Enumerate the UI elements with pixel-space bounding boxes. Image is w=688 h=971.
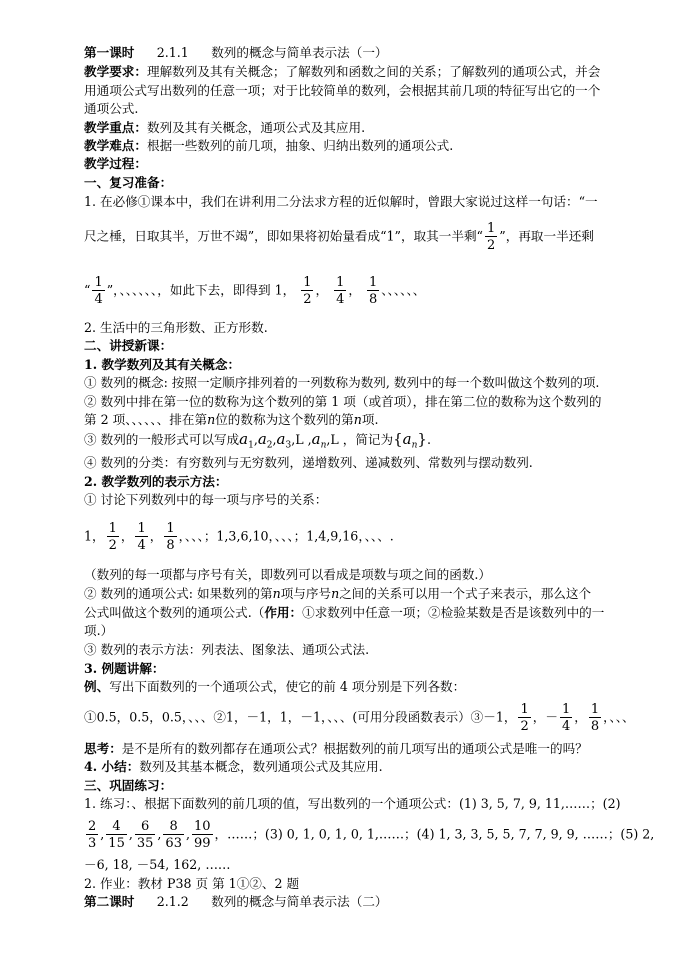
- teaching-difficulties: 教学难点：根据一些数列的前几项，抽象、归纳出数列的通项公式.: [84, 138, 454, 153]
- fraction-1-4b: $\frac{1}{4}$: [336, 275, 345, 307]
- think-question: 思考：是不是所有的数列都存在通项公式？根据数列的前几项写出的通项公式是唯一的吗？: [84, 741, 588, 756]
- review-paragraph-2: 2. 生活中的三角形数、正方形数.: [84, 320, 268, 335]
- practice-1: 1. 练习：、根据下面数列的前几项的值，写出数列的一个通项公式：(1) 3, 5, 7, 9, 11,……；(2): [84, 796, 621, 811]
- teaching-requirements: 教学要求：理解数列及其有关概念；了解数列和函数之间的关系；了解数列的通项公式，并会: [84, 64, 601, 79]
- example-sequences: ①0.5，0.5，0.5，、、、②1，－1，1，－1，、、、(可用分段函数表示）③－1， $\frac{1}{2}$ ，－ $\frac{1}{4}$ ， $\frac{1}{8}$ ，、、、: [84, 702, 635, 734]
- teaching-process-heading: 教学过程：: [84, 156, 147, 171]
- fraction-1-2b: $\frac{1}{2}$: [303, 275, 312, 307]
- concept-3: ③ 数列的一般形式可以写成$a_1,a_2,a_3,L$ $,a_n,L$ ，简记为$\{a_n\}$.: [84, 430, 431, 451]
- representation-1: ① 讨论下列数列中的每一项与序号的关系：: [84, 492, 328, 507]
- homework: 2. 作业：教材 P38 页 第 1①②、2 题: [84, 876, 300, 891]
- requirements-line3: 通项公式.: [84, 101, 139, 116]
- requirements-line2: 用通项公式写出数列的任意一项；对于比较简单的数列，会根据其前几项的特征写出它的一个: [84, 83, 601, 98]
- practice-1-fractions: $\frac{2}{3}$ , $\frac{4}{15}$ , $\frac{6}{35}$ , $\frac{8}{63}$ , $\frac{10}{99}$ ，……；(3) 0, 1, 0, 1, 0, 1,……；(4) 1, 3, 3, 5, 5, 7, 7, 9, 9, ……；(5) 2,: [88, 819, 655, 851]
- section-new-lesson-heading: 二、讲授新课：: [84, 338, 173, 353]
- representation-note: （数列的每一项都与序号有关，即数列可以看成是项数与项之间的函数.）: [84, 567, 492, 582]
- concept-2a: ② 数列中排在第一位的数称为这个数列的第 1 项（或首项），排在第二位的数称为这个数列的: [84, 394, 602, 409]
- concept-1: ① 数列的概念: 按照一定顺序排列着的一列数称为数列, 数列中的每一个数叫做这个数列的项.: [84, 375, 600, 390]
- summary: 4. 小结：数列及其基本概念，数列通项公式及其应用.: [84, 759, 383, 774]
- section-practice-heading: 三、巩固练习：: [84, 778, 173, 793]
- concepts-heading: 1. 教学数列及其有关概念：: [84, 357, 241, 372]
- example-statement: 例、写出下面数列的一个通项公式，使它的前 4 项分别是下列各数：: [84, 679, 466, 694]
- general-term-def-b: 公式叫做这个数列的通项公式.（作用：①求数列中任意一项；②检验某数是否是该数列中的一: [84, 605, 605, 620]
- fraction-1-4: $\frac{1}{4}$: [94, 275, 103, 307]
- fraction-1-2: $\frac{1}{2}$: [487, 221, 496, 253]
- examples-heading: 3. 例题讲解：: [84, 661, 165, 676]
- representation-sequences: 1， $\frac{1}{2}$ ， $\frac{1}{4}$ ， $\frac{1}{8}$ ，、、、；1,3,6,10，、、、；1,4,9,16，、、、.: [84, 521, 394, 553]
- general-term-def-c: 项.）: [84, 623, 114, 638]
- concept-2b: 第 2 项、、、、、、排在第n位的数称为这个数列的第n项.: [84, 412, 379, 427]
- general-term-def-a: ② 数列的通项公式: 如果数列的第n项与序号n之间的关系可以用一个式子来表示，那么这个: [84, 586, 592, 601]
- review-paragraph-1: 1. 在必修①课本中，我们在讲利用二分法求方程的近似解时，曾跟大家说过这样一句话：“一: [84, 194, 598, 209]
- teaching-key-points: 教学重点：数列及其有关概念，通项公式及其应用.: [84, 120, 366, 135]
- representation-heading: 2. 教学数列的表示方法：: [84, 474, 228, 489]
- concept-4: ④ 数列的分类：有穷数列与无穷数列，递增数列、递减数列、常数列与摆动数列.: [84, 455, 533, 470]
- fraction-1-8: $\frac{1}{8}$: [368, 275, 378, 307]
- review-paragraph-1b: 尺之棰，日取其半，万世不竭”，即如果将初始量看成“1”，取其一半剩“ $\frac{1}{2}$ ”，再取一半还剩: [84, 221, 594, 253]
- lesson2-header: 第二课时 2.1.2 数列的概念与简单表示法（二）: [84, 894, 388, 909]
- review-paragraph-1c: “ $\frac{1}{4}$ ”，、、、、、、，如此下去，即得到 1， $\frac{1}{2}$ ， $\frac{1}{4}$ ， $\frac{1}{8}$ 、、、、、、: [84, 275, 426, 307]
- practice-1-continued: －6, 18, －54, 162, ……: [84, 857, 231, 872]
- lesson1-header: 第一课时 2.1.1 数列的概念与简单表示法（一）: [84, 45, 388, 60]
- representation-methods: ③ 数列的表示方法：列表法、图象法、通项公式法.: [84, 642, 370, 657]
- section-review-heading: 一、复习准备：: [84, 175, 173, 190]
